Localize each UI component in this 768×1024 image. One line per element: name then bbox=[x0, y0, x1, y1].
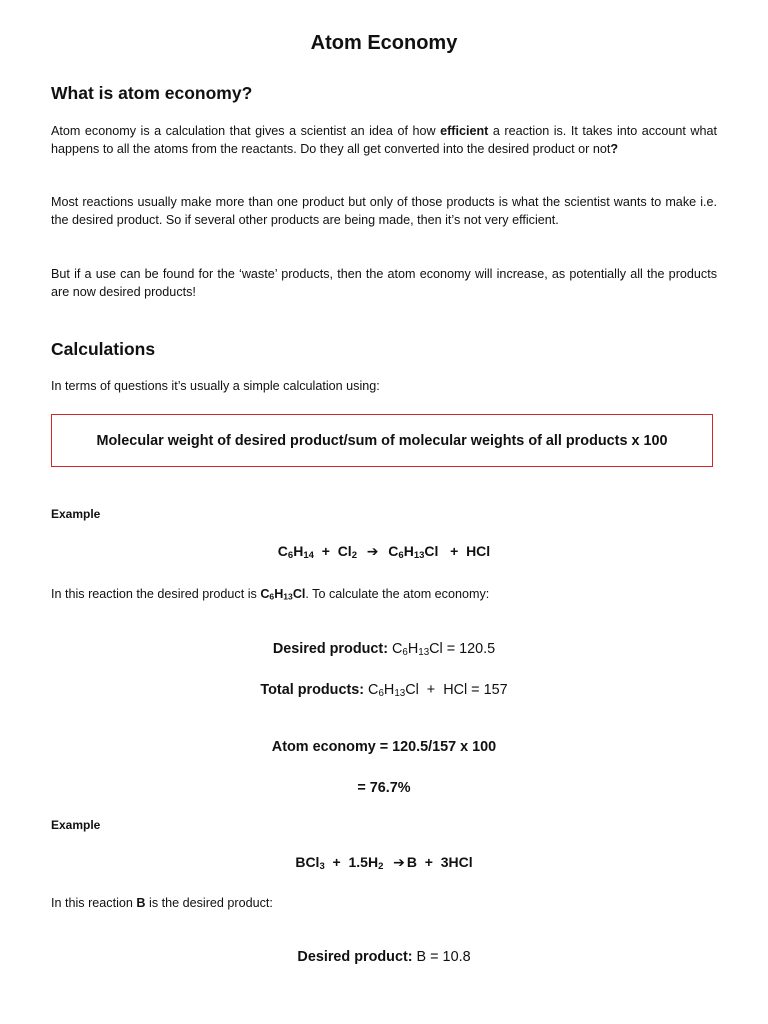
emphasis-efficient: efficient bbox=[440, 124, 489, 138]
paragraph-waste: But if a use can be found for the ‘waste’ products, then the atom economy will increase, as potentially all the products are now desired products! bbox=[51, 267, 717, 299]
example-description-2: In this reaction B is the desired product: bbox=[51, 896, 273, 910]
example-label-2: Example bbox=[51, 818, 101, 832]
desired-product-line-1: Desired product: $C_6H_{13}Cl = 120.5$ bbox=[272, 641, 496, 658]
reaction-arrow-icon: ➔ bbox=[366, 543, 379, 559]
example-description-1: In this reaction the desired product is $C_6H_{13}Cl$. To calculate the atom economy: bbox=[51, 587, 490, 602]
section-heading-calculations: Calculations bbox=[51, 339, 156, 359]
example-label-1: Example bbox=[51, 507, 101, 521]
atom-economy-calc: Atom economy = 120.5/157 x 100 bbox=[271, 739, 497, 755]
formula-text: Molecular weight of desired product/sum of molecular weights of all products x 100 bbox=[96, 432, 668, 449]
desired-product-line-2: Desired product: B = 10.8 bbox=[297, 949, 471, 965]
calculations-intro: In terms of questions it’s usually a simple calculation using: bbox=[51, 379, 380, 393]
page-title: Atom Economy bbox=[310, 32, 458, 54]
reaction-equation-1: $C_6H_{14} + Cl_2$ ➔ $C_6H_{13}Cl$ + HCl bbox=[277, 543, 491, 561]
reaction-equation-2: $BCl_3 + 1.5H_2$ ➔ B + 3HCl bbox=[295, 854, 473, 872]
total-products-line-1: Total products: $C_6H_{13}Cl$ + HCl = 157 bbox=[260, 682, 508, 699]
paragraph-products: Most reactions usually make more than one product but only of those products is what the scientist wants to make i.e. the desired product. So if several other products are being made, then it’s not very efficient. bbox=[51, 195, 717, 227]
paragraph-definition: Atom economy is a calculation that gives a scientist an idea of how efficient a reaction is. It takes into account what happens to all the atoms from the reactants. Do they all get converted into the desired product or not? bbox=[51, 124, 717, 156]
atom-economy-result: = 76.7% bbox=[357, 780, 411, 796]
section-heading-what-is: What is atom economy? bbox=[51, 83, 253, 103]
reaction-arrow-icon: ➔ bbox=[393, 854, 405, 870]
formula-box bbox=[51, 414, 713, 467]
